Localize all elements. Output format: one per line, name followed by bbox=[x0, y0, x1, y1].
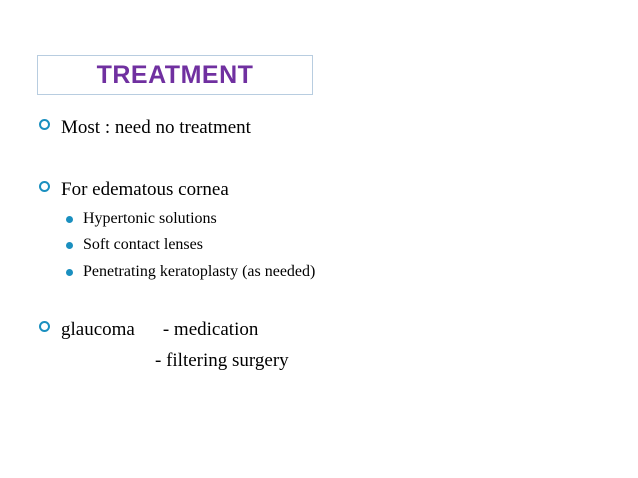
dot-bullet-icon bbox=[66, 216, 73, 223]
slide-title: TREATMENT bbox=[96, 60, 254, 89]
bullet-text: glaucoma bbox=[61, 319, 135, 340]
sub-bullet-keratoplasty bbox=[66, 263, 315, 281]
bullet-glaucoma bbox=[39, 319, 258, 341]
bullet-most bbox=[39, 117, 251, 139]
ring-bullet-icon bbox=[39, 119, 50, 130]
bullet-text-medication: - medication bbox=[162, 319, 259, 340]
bullet-text: For edematous cornea bbox=[61, 179, 229, 200]
sub-bullet-contact-lenses bbox=[66, 236, 203, 254]
sub-bullet-text: Soft contact lenses bbox=[83, 236, 203, 253]
sub-bullet-hypertonic bbox=[66, 210, 217, 228]
bullet-edematous-cornea bbox=[39, 179, 229, 201]
dot-bullet-icon bbox=[66, 242, 73, 249]
title-box bbox=[37, 55, 313, 95]
bullet-text: Most : need no treatment bbox=[61, 117, 251, 138]
ring-bullet-icon bbox=[39, 181, 50, 192]
glaucoma-continuation: - filtering surgery bbox=[155, 350, 289, 371]
sub-bullet-text: Penetrating keratoplasty (as needed) bbox=[83, 263, 316, 280]
dot-bullet-icon bbox=[66, 269, 73, 276]
ring-bullet-icon bbox=[39, 321, 50, 332]
sub-bullet-text: Hypertonic solutions bbox=[83, 210, 217, 227]
